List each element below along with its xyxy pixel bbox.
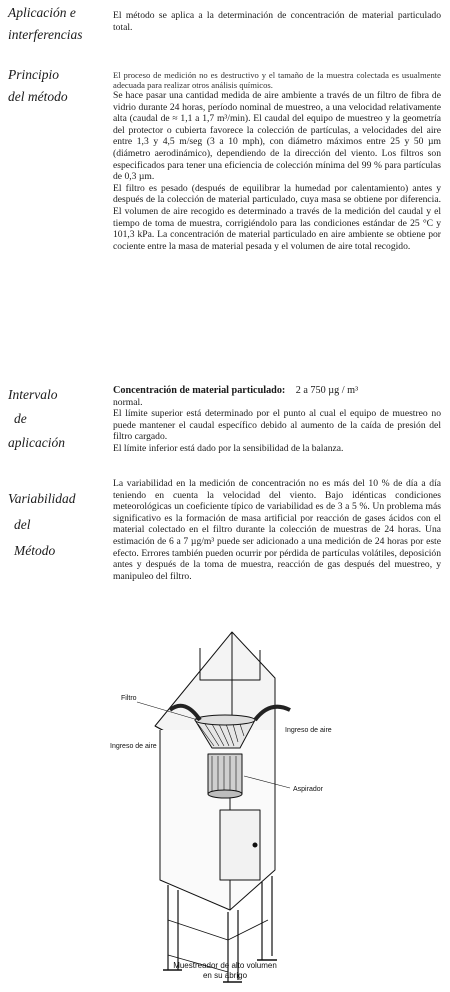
section-text-aplicacion [113, 10, 441, 33]
figure-caption-line: Muestreador de alto volumen [173, 961, 277, 970]
label-filtro: Filtro [121, 695, 137, 702]
paragraph: El proceso de medición no es destructivo y el tamaño de la muestra colectada es usualmente adecuada para realizar otros análisis químicos. [113, 70, 441, 90]
figure-caption-line: en su abrigo [202, 971, 248, 980]
aspirator-motor [208, 754, 242, 794]
sampler-drawing [155, 632, 290, 982]
label-aspirador: Aspirador [293, 786, 323, 793]
label-line: Variabilidad [8, 491, 76, 506]
section-label-variabilidad [8, 486, 76, 564]
section-text-principio [113, 70, 441, 252]
label-line: Principio [8, 67, 59, 82]
section-label-intervalo [8, 383, 65, 455]
range-heading: Concentración de material particulado: [113, 385, 286, 396]
section-text-variabilidad [113, 478, 441, 582]
label-line: Método [14, 543, 56, 558]
section-label-principio [8, 64, 68, 108]
paragraph: normal. [113, 396, 143, 408]
label-ingreso-left: Ingreso de aire [110, 743, 157, 750]
label-line: aplicación [8, 435, 65, 450]
paragraph: El filtro es pesado (después de equilibrar la humedad por calentamiento) antes y después de la colección de material particulado, cuya masa se obtiene por diferencia. El volumen de aire recogido es determinado a través de la medición del caudal y el tiempo de toma de muestra, corrigiéndolo para las condiciones estándar de 25 °C y 101,3 kPa. La concentración de material particulado en aire ambiente se obtiene por cociente entre la masa de material pesada y el volumen de aire total recogido. [113, 182, 441, 252]
paragraph: El límite inferior está dado por la sensibilidad de la balanza. [113, 442, 344, 454]
paragraph: La variabilidad en la medición de concentración no es más del 10 % de día a día teniendo en cuenta la velocidad del viento. Bajo idénticas condiciones meteorológicas un coeficiente típico de variabilidad es de 3 a 5 %. Un problema más significativo es la formación de masa artificial por reacción de gases ácidos con el material colectado en el filtro durante la colección de muestras de 24 horas. Una estimación de 6 a 7 µg/m³ puede ser adicionado a una medición de 24 horas por este efecto. Errores también pueden ocurrir por pérdida de partículas volátiles, deposición antes y después de la toma de muestra, reacción de gas después del muestreo, y manipuleo del filtro. [113, 478, 441, 582]
label-line: Intervalo [8, 387, 58, 402]
label-line: del método [8, 89, 68, 104]
range-value: 2 a 750 µg / m³ [295, 385, 359, 396]
paragraph: El método se aplica a la determinación de concentración de material particulado total. [113, 10, 441, 33]
paragraph: El límite superior está determinado por el punto al cual el equipo de muestreo no puede mantener el caudal específico debido al aumento de la caída de presión del filtro cargado. [113, 408, 441, 443]
label-ingreso-right: Ingreso de aire [285, 727, 332, 734]
section-text-intervalo [113, 385, 441, 455]
label-line: Aplicación e [8, 5, 76, 20]
label-line: de [14, 411, 27, 426]
high-volume-sampler-figure [0, 620, 450, 992]
section-label-aplicacion [8, 2, 82, 46]
label-line: interferencias [8, 27, 83, 42]
paragraph: Se hace pasar una cantidad medida de aire ambiente a través de un filtro de fibra de vidrio durante 24 horas, período nominal de muestreo, a una velocidad relativamente alta (caudal de ≈ 1,1 a 1,7 m³/min). El caudal del equipo de muestreo y la geometría del protector o cubierta favorece la colección de partículas, a velocidades del aire entre 1,3 y 4,5 m/seg (3 a 10 mph), con diámetro máximos entre 25 y 50 µm (diámetro aerodinámico), dependiendo de la dirección del viento. Los filtros son especificados para tener una eficiencia de colección mínima del 99 % para partículas de 0,3 µm. [113, 90, 441, 183]
label-line: del [14, 517, 31, 532]
